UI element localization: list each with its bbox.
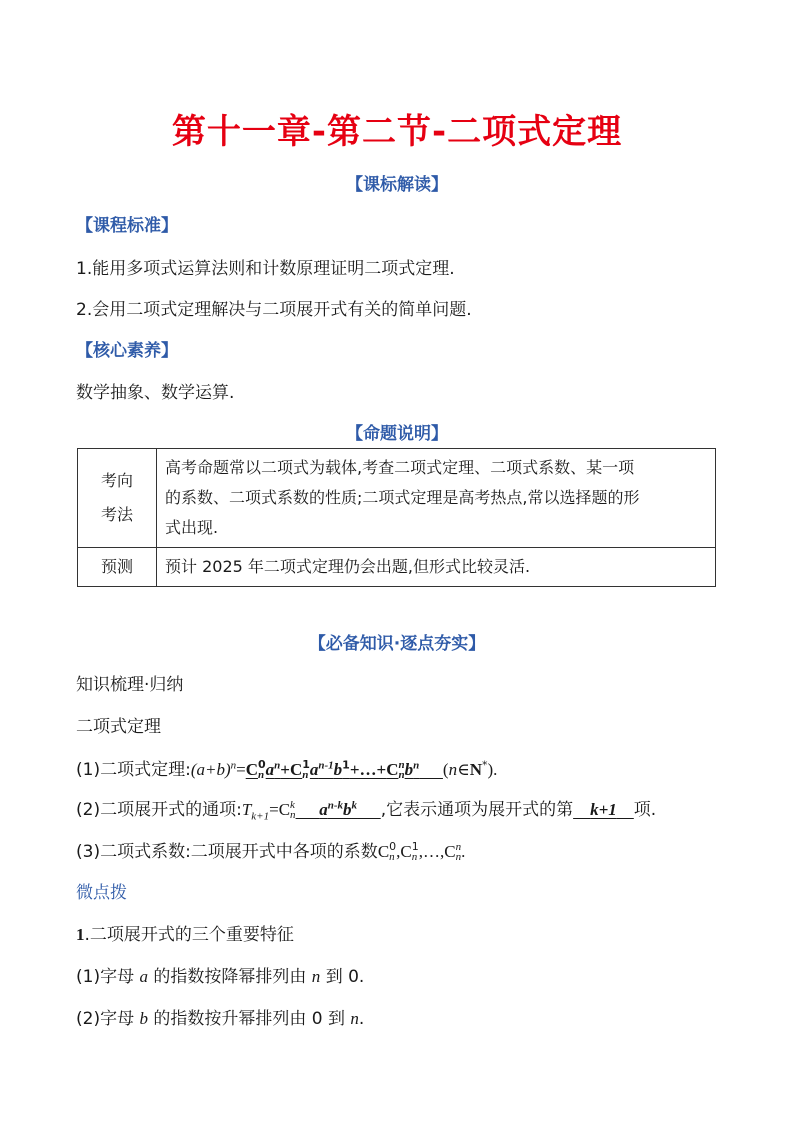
- formula-term-index: [258, 760, 266, 780]
- formula-term-c: C: [444, 842, 456, 861]
- formula-suffix: *: [481, 758, 488, 772]
- formula-exp: k: [351, 799, 358, 812]
- formula-suffix: ).: [487, 760, 498, 779]
- formula-exp: n-1: [318, 759, 334, 772]
- table-body-kaoxiang: [157, 449, 716, 548]
- index-sub: n: [257, 769, 265, 781]
- kecheng-item-2: 2.会用二项式定理解决与二项展开式有关的简单问题.: [76, 300, 472, 320]
- index-sup: n: [398, 759, 405, 771]
- formula-var: b: [333, 760, 343, 779]
- kecheng-item-1: 1.能用多项式运算法则和计数原理证明二项式定理.: [76, 259, 455, 279]
- point-var: n: [350, 1009, 359, 1028]
- formula-T-sub-k: k: [251, 810, 257, 823]
- point-var: n: [311, 967, 321, 986]
- table-body-line: 式出现.: [165, 518, 219, 537]
- table-head-yuce: 预测: [78, 548, 157, 587]
- formula-exp: 1: [342, 758, 350, 772]
- formula-term-c: C: [377, 842, 390, 861]
- weidianbo-label: 微点拨: [76, 883, 127, 903]
- formula-sep: ,: [440, 842, 445, 861]
- formula-dots: …: [423, 842, 440, 861]
- formula-term-index: [302, 760, 310, 780]
- table-row: [78, 548, 716, 587]
- formula-lhs: (a+b): [190, 760, 231, 779]
- point-var: a: [139, 967, 148, 986]
- formula-answer-blank: [296, 800, 381, 820]
- point-1-a: [76, 962, 364, 987]
- formula-eq: =: [269, 800, 279, 819]
- formula-suffix: (: [442, 760, 449, 779]
- formula-binomial-theorem: [76, 755, 497, 780]
- table-head-line: 考向: [100, 471, 133, 490]
- index-sup: n: [455, 841, 462, 853]
- formula-blank-value: k+1: [590, 800, 617, 819]
- index-sub: n: [290, 809, 296, 821]
- formula-term-c: C: [386, 760, 399, 779]
- hexin-text: 数学抽象、数学运算.: [76, 383, 235, 403]
- formula-plus: +: [280, 760, 290, 779]
- point-prefix: (2)字母: [76, 1009, 140, 1029]
- mingti-table: [77, 448, 716, 587]
- formula-prefix: (1)二项式定理:: [76, 760, 191, 780]
- formula-var: a: [265, 760, 275, 779]
- index-sub: n: [455, 851, 462, 863]
- formula-exp: n: [413, 759, 420, 772]
- formula-suffix: N: [469, 760, 482, 779]
- formula-prefix: (3)二项式系数:二项展开式中各项的系数: [76, 842, 378, 862]
- point-1-b: [76, 1004, 364, 1029]
- table-body-line: 高考命题常以二项式为载体,考查二项式定理、二项式系数、某一项: [165, 458, 635, 477]
- index-sub: n: [398, 769, 405, 781]
- formula-coefficients: [76, 837, 465, 862]
- formula-answer-blank: [246, 760, 443, 780]
- formula-exp: n-k: [327, 799, 344, 812]
- formula-dots: +…+: [349, 760, 387, 779]
- table-row: [78, 449, 716, 548]
- formula-term-index: [290, 800, 296, 820]
- table-head-kaoxiang: [78, 449, 157, 548]
- formula-var: b: [343, 800, 352, 819]
- index-sup: 1: [302, 758, 310, 771]
- formula-suffix: ∈: [457, 760, 470, 779]
- point-mid: 的指数按升幂排列由 0 到: [147, 1009, 351, 1029]
- point-num: 1: [76, 925, 85, 944]
- formula-sep: ,: [396, 842, 401, 861]
- formula-T-sub: [251, 810, 269, 822]
- kecheng-heading: 【课程标准】: [76, 216, 178, 236]
- formula-T-sub-plus: +1: [256, 810, 270, 823]
- formula-exp: n: [274, 759, 281, 772]
- page-title: 第十一章-第二节-二项式定理: [171, 112, 623, 152]
- formula-end: .: [461, 842, 466, 861]
- formula-answer-blank: [573, 800, 634, 819]
- formula-term-c: C: [289, 760, 303, 779]
- formula-sep: ,: [418, 842, 423, 861]
- formula-middle: ,它表示通项为展开式的第: [380, 800, 574, 820]
- bibei-heading: 【必备知识·逐点夯实】: [308, 634, 486, 654]
- erxiang-label: 二项式定理: [76, 717, 161, 737]
- index-sub: n: [389, 851, 395, 863]
- formula-lhs-exp: n: [230, 759, 237, 772]
- formula-suffix: n: [448, 760, 458, 779]
- formula-term-c: C: [245, 760, 258, 779]
- index-sup: 1: [411, 840, 419, 853]
- formula-var: a: [309, 760, 319, 779]
- table-body-yuce: 预计 2025 年二项式定理仍会出题,但形式比较灵活.: [157, 548, 716, 587]
- point-mid: 的指数按降幂排列由: [147, 967, 312, 987]
- point-var: b: [139, 1009, 148, 1028]
- formula-term-index: [412, 842, 419, 862]
- formula-general-term: [76, 795, 656, 822]
- point-1-heading: [76, 920, 294, 945]
- point-end: 到 0.: [320, 967, 365, 987]
- index-sup: k: [290, 799, 295, 811]
- formula-prefix: (2)二项展开式的通项:: [76, 800, 242, 820]
- section-kebiao-heading: 【课标解读】: [346, 175, 448, 195]
- index-sub: n: [302, 769, 309, 781]
- hexin-heading: 【核心素养】: [76, 341, 178, 361]
- index-sup: 0: [257, 758, 266, 771]
- zhishi-label: 知识梳理·归纳: [76, 675, 184, 695]
- point-prefix: (1)字母: [76, 967, 140, 987]
- table-head-line: 考法: [100, 505, 133, 524]
- formula-suffix: 项.: [633, 800, 657, 820]
- point-end: .: [358, 1009, 365, 1029]
- formula-var: b: [404, 760, 414, 779]
- formula-eq: =: [236, 760, 246, 779]
- mingti-heading: 【命题说明】: [346, 424, 448, 444]
- table-body-line: 的系数、二项式系数的性质;二项式定理是高考热点,常以选择题的形: [165, 488, 640, 507]
- formula-term-c: C: [400, 842, 412, 861]
- formula-term-c: C: [278, 800, 291, 819]
- index-sub: n: [411, 851, 418, 863]
- formula-var: a: [319, 800, 328, 819]
- formula-T: T: [241, 800, 252, 819]
- point-text: .二项展开式的三个重要特征: [84, 925, 294, 945]
- index-sup: 0: [389, 840, 397, 853]
